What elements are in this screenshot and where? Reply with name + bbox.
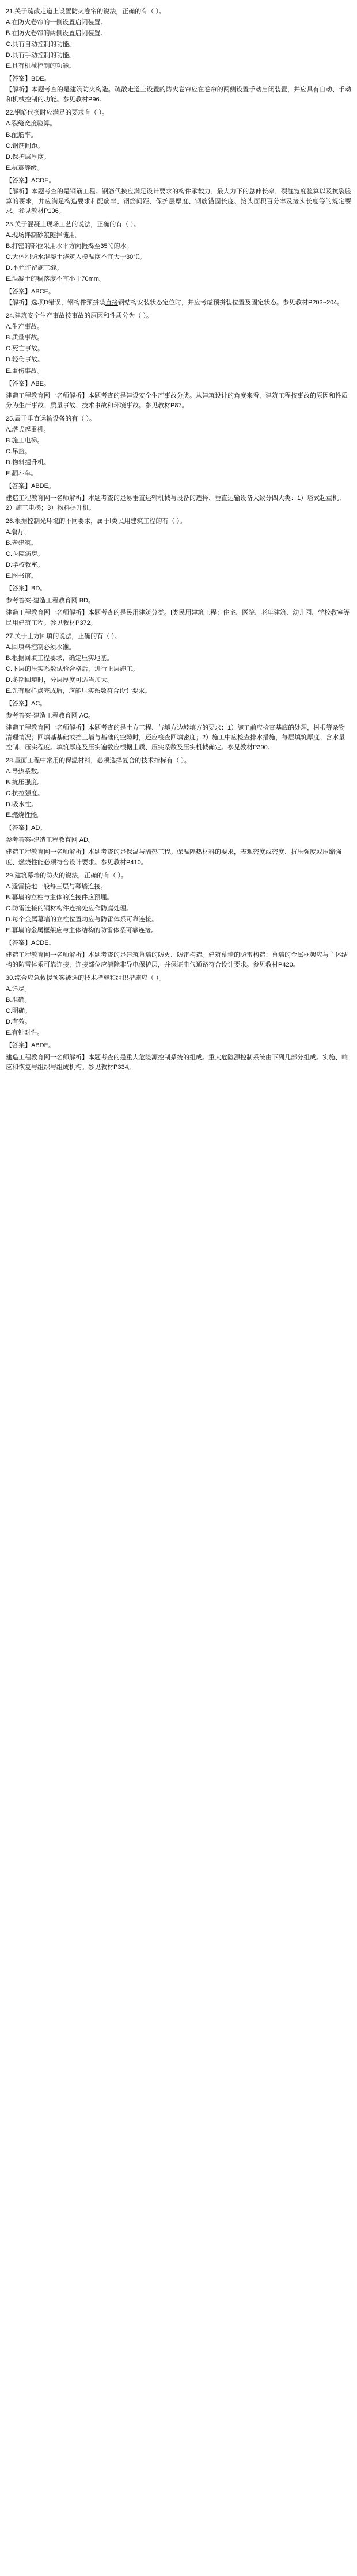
option-line: D.学校教室。 [6,562,44,569]
option-line: D.每个金属幕墙的立柱位置均应与防雷体系可靠连接。 [6,915,158,923]
reference-note: 建造工程教育网一名师解析】本题考查的是民用建筑分类。Ⅰ类民用建筑工程：住宅、医院、老年建筑、幼儿园、学校教室等民用建筑工程。参见教材P372。 [6,609,350,627]
option-line: A.现场拌制砂浆随拌随用。 [6,231,82,239]
answer-line: 【答案】ABCE。 [6,288,55,296]
option-line: B.幕墙的立柱与主体的连接件应预埋。 [6,894,113,901]
option-line: A.详尽。 [6,986,31,993]
answer-line: 【答案】AD。 [6,825,47,832]
option-line: D.轻伤事故。 [6,356,44,364]
option-line: C.医院病房。 [6,551,44,558]
option-line: B.老建筑。 [6,540,37,547]
option-line: C.大体积防水混凝土浇筑入模温度不宜大于30℃。 [6,254,146,261]
option-line: D.保护层厚度。 [6,153,50,161]
option-line: E.燃烧性能。 [6,812,44,819]
option-line: C.防雷连接的钢材构件连接处应作防腐处理。 [6,905,132,912]
option-line: E.图书馆。 [6,573,37,580]
option-line: A.生产事故。 [6,323,44,331]
option-line: E.重伤事故。 [6,367,44,375]
answer-line: 【答案】ABE。 [6,380,51,387]
reference-note: 参考答案-建造工程教育网 AD。 [6,837,94,844]
option-line: B.施工电梯。 [6,437,44,444]
option-line: A.避雷接地一般每三层与幕墙连接。 [6,883,107,890]
option-line: E.幕墙的金属框架应与主体结构的防雷体系可靠连接。 [6,926,158,934]
option-line: D.有效。 [6,1018,31,1026]
option-line: B.抗压强度。 [6,779,44,787]
analysis-text: 【解析】选项D错误，钢构件预拼装直接钢结构安装状态定位时，并应考虑预拼装位置及固定状态。参见教材P203~204。 [6,299,344,307]
option-line: E.抗震等级。 [6,164,44,171]
option-line: B.准确。 [6,997,31,1004]
option-line: B.质量事故。 [6,334,44,342]
option-line: A.餐厅。 [6,529,31,536]
option-line: B.在防火卷帘的两侧设置启闭装置。 [6,30,107,37]
reference-note: 建造工程教育网一名师解析】本题考查的是建筑幕墙的防火、防雷构造。建筑幕墙的防雷构造：幕墙的金属框架应与主体结构的防雷体系可靠连接，连接部位应清除非导电保护层，并保证电气通路符合设计要求。参见教材P420。 [6,951,348,968]
answer-line: 【答案】AC。 [6,700,47,707]
option-line: C.下层的压实系数试验合格后，进行上层施工。 [6,665,139,673]
option-line: D.不允许留施工缝。 [6,265,63,272]
question-title: 21.关于疏散走道上设置防火卷帘的说法，正确的有（ ）。 [6,8,165,15]
option-line: D.吸水性。 [6,801,37,808]
option-line: D.冬期回填时，分层厚度可适当加大。 [6,676,113,684]
question-title: 22.钢筋代换时应满足的要求有（ ）。 [6,109,108,117]
option-line: A.在防火卷帘的一侧设置启闭装置。 [6,19,107,26]
question-title: 25.属于垂直运输设备的有（ ）。 [6,415,96,422]
analysis-text: 【解析】本题考查的是建筑防火构造。疏散走道上设置的防火卷帘应在卷帘的两侧设置手动启闭装置，并应具有自动、手动和机械控制的功能。参见教材P96。 [6,86,351,104]
option-line: B.配筋率。 [6,131,37,139]
option-line: E.混凝土的稠落度不宜小于70mm。 [6,276,105,283]
exam-answer-document [0,0,357,1085]
option-line: B.根据回填工程要求，确定压实地基。 [6,654,113,662]
analysis-text: 【解析】本题考查的是钢筋工程。钢筋代换应满足设计要求的构件承载力、最大力下的总伸长率、裂缝宽度验算以及抗裂验算的要求，并应满足构造要求和配筋率、钢筋间距、保护层厚度、钢筋锚固长度、接头面积百分率及接头长度等的规定要求。参见教材P106。 [6,188,351,215]
option-line: C.具有自动控制的功能。 [6,41,75,48]
option-line: C.明确。 [6,1007,31,1015]
question-title: 28.屋面工程中常用的保温材料，必须选择复合的技术指标有（ ）。 [6,757,191,765]
question-title: 27.关于土方回填的说法，正确的有（ ）。 [6,632,121,640]
option-line: A.回填料控制必须水准。 [6,643,75,651]
option-line: C.死亡事故。 [6,345,44,353]
question-title: 30.综合应急救援预案被选的技术措施和组织措施应（ ）。 [6,974,165,982]
option-line: E.翻斗车。 [6,470,37,477]
option-line: C.抗拉强度。 [6,790,44,797]
answer-line: 【答案】BDE。 [6,75,51,83]
option-line: C.吊篮。 [6,448,31,455]
option-line: E.有针对性。 [6,1029,44,1037]
reference-note: 建造工程教育网一名师解析】本题考查的是建设安全生产事故分类。从建筑设计的角度来看，建筑工程按事故的原因和性质分为生产事故、质量事故、技术事故和环境事故。参见教材P87。 [6,392,348,409]
reference-note: 参考答案-建造工程教育网 AC。 [6,712,94,719]
question-title: 23.关于混凝土现场工艺的说法，正确的有（ ）。 [6,220,140,228]
answer-line: 【答案】ACDE。 [6,939,55,947]
reference-note: 参考答案-建造工程教育网 BD。 [6,597,94,605]
option-line: A.裂缝宽度验算。 [6,120,56,128]
answer-line: 【答案】ABDE。 [6,1042,55,1050]
option-line: D.具有手动控制的功能。 [6,52,75,59]
option-line: C.钢筋间距。 [6,142,44,150]
reference-note: 建造工程教育网一名师解析】本题考查的是保温与隔热工程。保温隔热材料的要求，表观密度或密度、抗压强度或压缩强度、燃烧性能必须符合设计要求。参见教材P410。 [6,849,341,866]
option-line: E.先有取样点完成后，应能压实系数符合设计要求。 [6,687,151,694]
option-line: B.打密的部位采用水平方向振捣至35℃的水。 [6,242,133,250]
option-line: E.具有机械控制的功能。 [6,63,75,70]
option-line: A.导热系数。 [6,768,44,776]
option-line: D.物料提升机。 [6,459,50,466]
answer-line: 【答案】ACDE。 [6,177,55,184]
reference-note: 建造工程教育网一名师解析】本题考查的是土方工程、与填方边坡填方的要求：1）施工前应检查基底的处理，树根等杂物清理情况；回填基基础或挡土墙与基础的空隙时，还应检查回填密度；2）施工中应检查排水措施，每层填筑厚度、含水量控制、压实程度。填筑厚度及压实遍数应根据土质、压实系数及压实机械确定。参见教材P390。 [6,724,345,751]
document-body [6,7,351,1073]
question-title: 26.根据控制光环境的不同要求，属于Ⅰ类民用建筑工程的有（ ）。 [6,518,187,525]
reference-note: 建造工程教育网一名师解析】本题考查的是重大危险源控制系统的组成。重大危险源控制系统由下列几部分组成。实施、响应和恢复与组织与组成机构。参见教材P334。 [6,1054,348,1071]
reference-note: 建造工程教育网一名师解析】本题考查的是易垂直运输机械与设备的选择、垂直运输设备大致分四大类：1）塔式起重机；2）施工电梯；3）物料提升机。 [6,495,345,512]
answer-line: 【答案】BD。 [6,585,47,593]
question-title: 29.建筑幕墙的防火的说法，正确的有（ ）。 [6,872,127,879]
option-line: A.塔式起重机。 [6,426,50,433]
question-title: 24.建筑安全生产事故按事故的原因和性质分为（ ）。 [6,312,153,320]
answer-line: 【答案】ABDE。 [6,482,55,490]
